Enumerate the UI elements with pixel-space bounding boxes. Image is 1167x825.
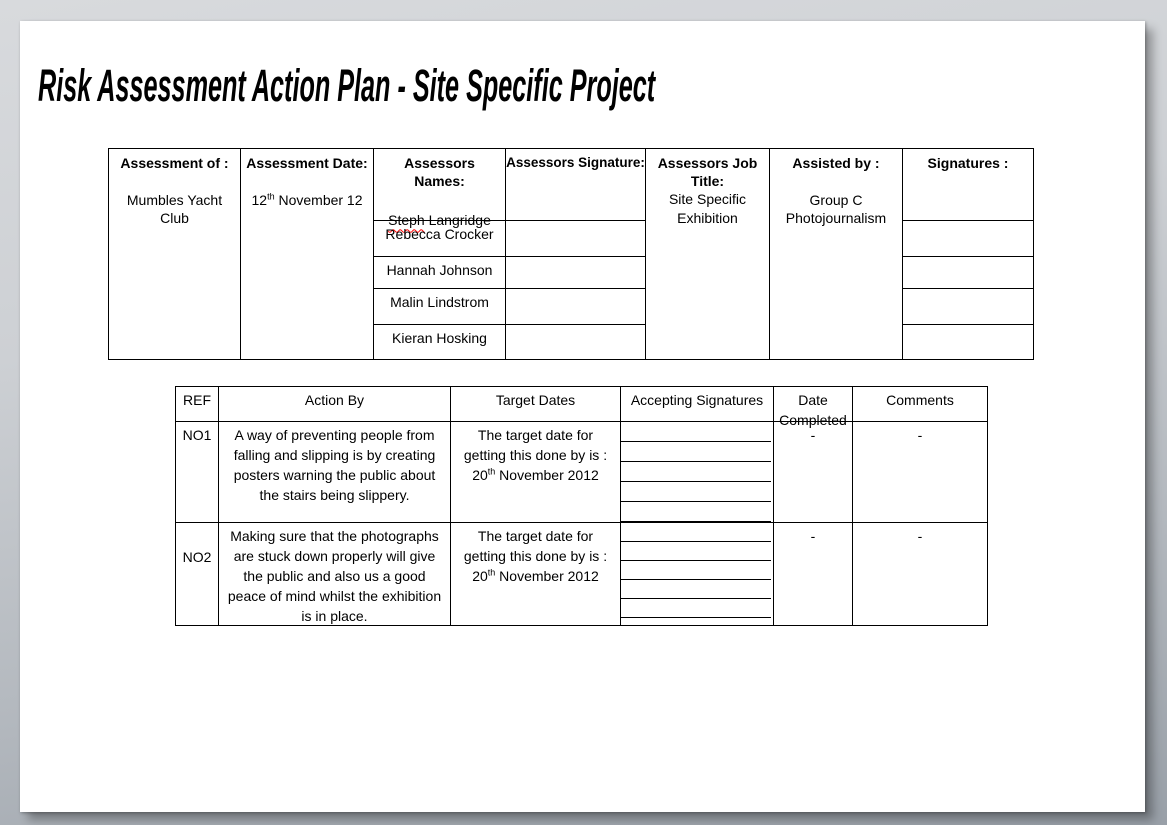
accepting-signature-box[interactable] [621,422,771,442]
date-ordinal: th [267,191,275,202]
date-completed-cell: - [774,523,853,626]
date-day: 12 [251,192,268,209]
assessors-names-header: Assessors Names: [404,155,475,190]
assessors-signature-header: Assessors Signature: [506,155,645,170]
assessment-date-header: Assessment Date: [246,155,368,171]
target-day: 20 [472,466,488,483]
ref-cell: NO1 [176,422,219,522]
target-date-value [456,466,615,486]
target-day: 20 [472,567,488,584]
action-row-no1 [176,422,987,523]
date-completed-cell: - [774,422,853,522]
target-ordinal: th [487,466,496,477]
assisted-by-column [770,149,903,359]
target-ordinal: th [487,567,496,578]
ref-header: REF [176,387,219,421]
assessors-names-column [374,149,506,359]
accepting-signature-box[interactable] [621,580,771,599]
signature-cell[interactable] [903,257,1033,289]
ref-cell: NO2 [176,523,219,626]
accepting-signature-box[interactable] [621,561,771,580]
assisted-by-value: Group C Photojournalism [785,192,887,227]
signature-cell[interactable] [903,221,1033,257]
assessor-name-cell: Rebecca Crocker [374,221,505,257]
accepting-signature-box[interactable] [621,482,771,502]
target-dates-header: Target Dates [451,387,621,421]
comments-cell: - [917,528,923,544]
target-date-prefix: The target date for getting this done by is : [463,528,608,564]
assessor-name-cell [374,149,505,229]
assessor-name-cell: Malin Lindstrom [374,289,505,325]
spellcheck-flagged-word: Steph [388,212,425,229]
target-date-cell [451,422,621,522]
target-rest: November 2012 [495,567,599,584]
target-date-prefix: The target date for getting this done by is : [463,427,608,463]
action-table-header-row [176,387,987,428]
signature-cell[interactable] [903,149,1033,221]
signature-cell[interactable] [903,325,1033,359]
assessment-of-value: Mumbles Yacht Club [126,192,223,227]
target-rest: November 2012 [495,466,599,483]
assisted-by-header: Assisted by : [792,155,880,171]
accepting-signature-box[interactable] [621,542,771,561]
accepting-signatures-cell [621,523,774,626]
job-title-value: Site Specific Exhibition [668,191,747,226]
assessment-of-column [109,149,241,359]
assessor-signature-cell[interactable] [506,325,645,359]
assessor-signature-cell[interactable] [506,149,645,221]
target-date-cell [451,523,621,626]
signatures-column [903,149,1033,359]
date-rest: November 12 [274,192,363,209]
accepting-signatures-cell [621,422,774,522]
accepting-signature-box[interactable] [621,523,771,542]
accepting-signatures-header: Accepting Signatures [621,387,774,421]
job-title-header: Assessors Job Title: [657,155,758,190]
assessor-name-cell: Hannah Johnson [374,257,505,289]
action-plan-table [175,386,988,626]
accepting-signature-box[interactable] [621,442,771,462]
date-completed-header: Date Completed [774,387,853,421]
assessor-name-rest: Langridge [424,212,491,229]
assessment-date-column [241,149,374,359]
comments-header: Comments [886,392,954,408]
accepting-signature-box[interactable] [621,502,771,522]
assessors-signature-column [506,149,646,359]
target-date-value [456,567,615,587]
signature-cell[interactable] [903,289,1033,325]
assessment-of-header: Assessment of : [120,155,229,171]
assessor-name-cell: Kieran Hosking [392,330,487,346]
assessor-signature-cell[interactable] [506,257,645,289]
action-row-no2 [176,523,987,626]
assessor-signature-cell[interactable] [506,289,645,325]
action-cell: Making sure that the photographs are stuck down properly will give the public and also us a good peace of mind whilst the exhibition is in place. [219,523,451,626]
comments-cell: - [917,427,923,443]
assessment-table [108,148,1034,360]
job-title-column [646,149,770,359]
document-page [20,21,1145,812]
assessor-signature-cell[interactable] [506,221,645,257]
action-cell: A way of preventing people from falling and slipping is by creating posters warning the public about the stairs being slippery. [219,422,451,522]
accepting-signature-box[interactable] [621,462,771,482]
accepting-signature-box[interactable] [621,599,771,618]
signatures-header: Signatures : [927,155,1009,171]
action-by-header: Action By [219,387,451,421]
assessment-date-value [241,191,373,209]
document-title: Risk Assessment Action Plan - Site Specific Project [38,60,656,111]
